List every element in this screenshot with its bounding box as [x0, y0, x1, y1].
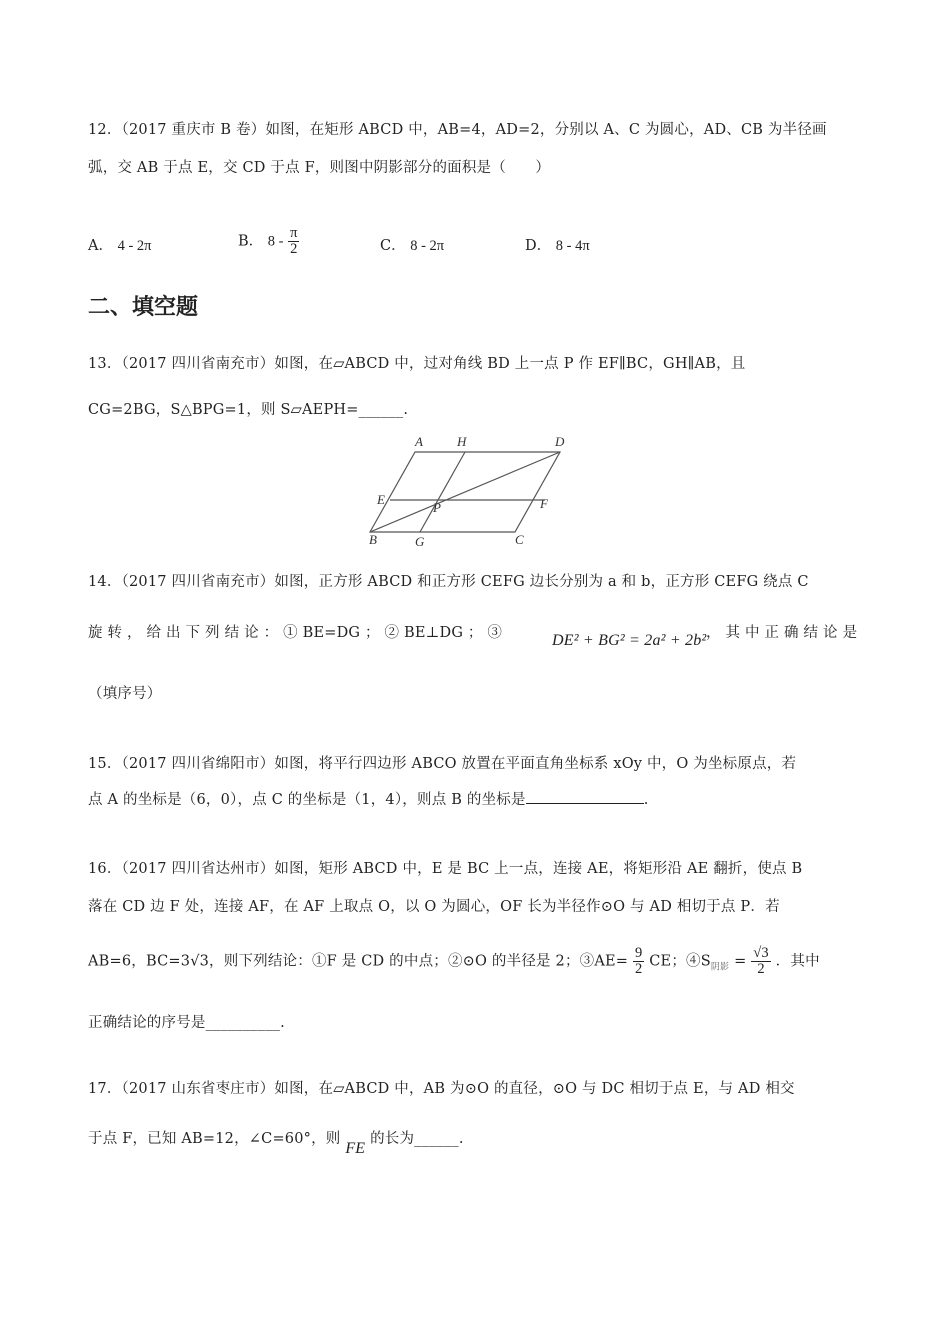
label-h: H [457, 434, 467, 449]
parallelogram-figure [360, 430, 590, 555]
q12-option-b: B． 8 - $\frac{\pi}{2}$ [238, 225, 298, 258]
q15-line1: 15．（2017 四川省绵阳市）如图，将平行四边形 ABCO 放置在平面直角坐标系 xOy 中，O 为坐标原点，若 [88, 756, 797, 772]
q12-option-b-fraction: $\frac{\pi}{2}$ [290, 225, 298, 258]
diagonal-bd [370, 452, 560, 532]
label-a: A [415, 434, 423, 449]
q16-line3: AB=6，BC=3√3，则下列结论：①F 是 CD 的中点；②⊙O 的半径是 2；③AE= $\frac{9}{2}$ CE；$④S_{阴影}$ = $\frac{√3}{2}$ ．其中 [88, 945, 820, 978]
q14-formula: DE² + BG² = 2a² + 2b² [552, 632, 707, 649]
q14-line2-start: 旋 转 ， 给 出 下 列 结 论 ： ① BE=DG ； ② BE⊥DG ； ③ [88, 625, 503, 641]
q16-line1: 16．（2017 四川省达州市）如图，矩形 ABCD 中，E 是 BC 上一点，连接 AE，将矩形沿 AE 翻折，使点 B [88, 861, 803, 877]
q13-line2: CG=2BG，S△BPG=1，则 S▱AEPH=______. [88, 402, 409, 418]
q14-line3: （填序号） [88, 686, 162, 702]
q15-line2: 点 A 的坐标是（6，0），点 C 的坐标是（1，4），则点 B 的坐标是 . [88, 788, 649, 809]
q12-option-d: D． 8 - 4π [525, 238, 590, 254]
q17-line2: 于点 F，已知 AB=12，∠C=60°，则 FE 的长为______. [88, 1131, 464, 1157]
label-g: G [415, 534, 425, 549]
q13-line1: 13．（2017 四川省南充市）如图，在▱ABCD 中，过对角线 BD 上一点 P 作 EF∥BC，GH∥AB，且 [88, 356, 746, 372]
q16-line2: 落在 CD 边 F 处，连接 AF，在 AF 上取点 O，以 O 为圆心，OF 长为半径作⊙O 与 AD 相切于点 P．若 [88, 899, 780, 915]
label-d: D [555, 434, 565, 449]
label-e: E [377, 492, 385, 507]
q12-line2: 弧，交 AB 于点 E，交 CD 于点 F，则图中阴影部分的面积是（ ） [88, 160, 551, 176]
label-f: F [540, 496, 548, 511]
q12-option-c: C． 8 - 2π [380, 238, 445, 254]
q16-line4: 正确结论的序号是__________. [88, 1015, 285, 1031]
q16-fraction-sqrt3-2: $\frac{√3}{2}$ [753, 945, 769, 978]
q14-line2-end: ， 其 中 正 确 结 论 是 [706, 625, 858, 641]
section-title: 二、填空题 [88, 295, 199, 320]
q17-line1: 17．（2017 山东省枣庄市）如图，在▱ABCD 中，AB 为⊙O 的直径，⊙O 与 DC 相切于点 E，与 AD 相交 [88, 1081, 795, 1097]
q17-arc-fe: FE [345, 1140, 366, 1157]
label-b: B [369, 532, 377, 547]
q14-line1: 14．（2017 四川省南充市）如图，正方形 ABCD 和正方形 CEFG 边长分别为 a 和 b，正方形 CEFG 绕点 C [88, 574, 809, 590]
label-c: C [515, 532, 524, 547]
q15-answer-blank [526, 789, 644, 804]
q12-option-a: A． 4 - 2π [88, 238, 152, 254]
q12-line1: 12．（2017 重庆市 B 卷）如图，在矩形 ABCD 中，AB=4，AD=2，分别以 A、C 为圆心，AD、CB 为半径画 [88, 122, 827, 138]
label-p: P [433, 500, 441, 515]
segment-gh [420, 452, 465, 532]
q16-fraction-9-2: $\frac{9}{2}$ [634, 945, 643, 978]
